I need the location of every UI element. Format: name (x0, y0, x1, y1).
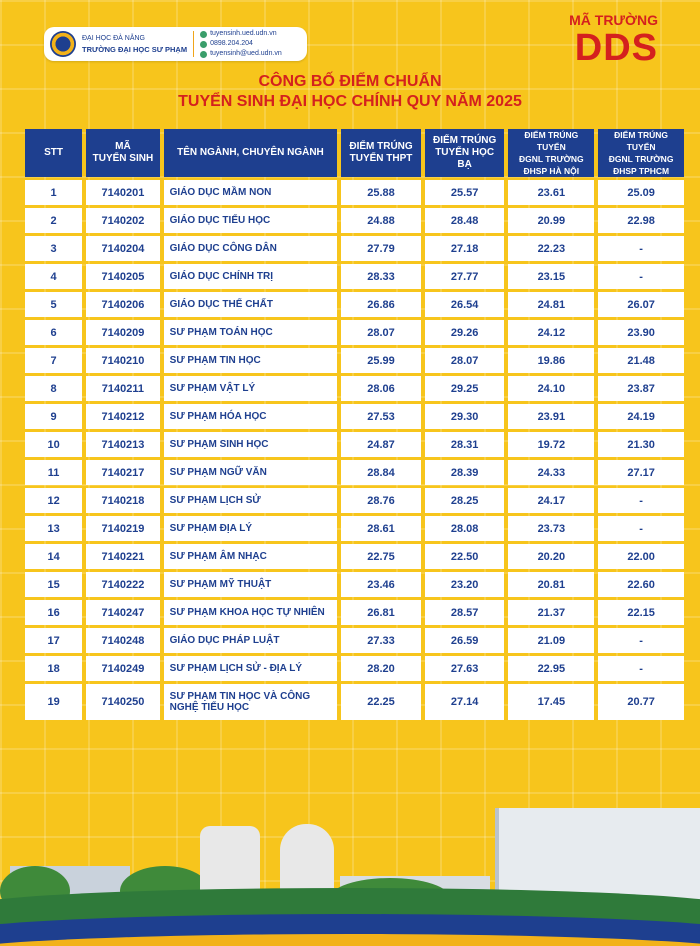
table-row (25, 656, 684, 681)
cell-major: GIÁO DỤC MẦM NON (164, 180, 338, 205)
cell-stt: 1 (25, 180, 82, 205)
cell-major: GIÁO DỤC CHÍNH TRỊ (164, 264, 338, 289)
cell-code: 7140219 (86, 516, 160, 541)
cell-major: GIÁO DỤC PHÁP LUẬT (164, 628, 338, 653)
header-divider (193, 31, 194, 57)
table-row (25, 208, 684, 233)
cell-dgnl-hanoi: 23.73 (508, 516, 594, 541)
cell-dgnl-hcm: 22.98 (598, 208, 684, 233)
cell-dgnl-hanoi: 23.61 (508, 180, 594, 205)
cell-stt: 8 (25, 376, 82, 401)
header-major: TÊN NGÀNH, CHUYÊN NGÀNH (164, 129, 338, 177)
table-row (25, 264, 684, 289)
cell-dgnl-hcm: 25.09 (598, 180, 684, 205)
table-row (25, 488, 684, 513)
cell-code: 7140210 (86, 348, 160, 373)
header-code: MÃ TUYỂN SINH (86, 129, 160, 177)
table-row (25, 432, 684, 457)
contact-website[interactable]: tuyensinh.ued.udn.vn (200, 29, 282, 39)
cell-thpt: 25.99 (341, 348, 421, 373)
cell-code: 7140217 (86, 460, 160, 485)
cell-dgnl-hcm: - (598, 488, 684, 513)
campus-illustration (0, 796, 700, 946)
cell-dgnl-hcm: 22.60 (598, 572, 684, 597)
cell-hocba: 29.26 (425, 320, 505, 345)
cell-dgnl-hanoi: 22.95 (508, 656, 594, 681)
cell-dgnl-hanoi: 24.17 (508, 488, 594, 513)
cell-stt: 4 (25, 264, 82, 289)
cell-dgnl-hcm: - (598, 516, 684, 541)
table-row (25, 320, 684, 345)
cell-hocba: 27.63 (425, 656, 505, 681)
cell-dgnl-hanoi: 23.91 (508, 404, 594, 429)
cell-code: 7140250 (86, 684, 160, 720)
cell-hocba: 28.39 (425, 460, 505, 485)
cell-major: SƯ PHẠM TIN HỌC VÀ CÔNG NGHỆ TIỂU HỌC (164, 684, 338, 720)
cell-dgnl-hanoi: 20.81 (508, 572, 594, 597)
contact-phone[interactable]: 0898.204.204 (200, 39, 282, 49)
table-row (25, 348, 684, 373)
cell-stt: 6 (25, 320, 82, 345)
cell-thpt: 25.88 (341, 180, 421, 205)
cell-stt: 16 (25, 600, 82, 625)
school-code-value: DDS (574, 27, 658, 69)
cell-code: 7140205 (86, 264, 160, 289)
cell-dgnl-hanoi: 20.20 (508, 544, 594, 569)
cell-hocba: 28.25 (425, 488, 505, 513)
cell-code: 7140201 (86, 180, 160, 205)
cell-thpt: 28.61 (341, 516, 421, 541)
cell-stt: 7 (25, 348, 82, 373)
university-names (82, 33, 187, 55)
header-hocba: ĐIỂM TRÚNG TUYỂN HỌC BẠ (425, 129, 505, 177)
cell-major: GIÁO DỤC TIỂU HỌC (164, 208, 338, 233)
cell-code: 7140248 (86, 628, 160, 653)
cell-dgnl-hanoi: 24.33 (508, 460, 594, 485)
cell-code: 7140202 (86, 208, 160, 233)
cell-dgnl-hanoi: 21.09 (508, 628, 594, 653)
cell-stt: 2 (25, 208, 82, 233)
cell-dgnl-hanoi: 24.10 (508, 376, 594, 401)
header-thpt: ĐIỂM TRÚNG TUYỂN THPT (341, 129, 421, 177)
table-row (25, 544, 684, 569)
cell-dgnl-hcm: 23.87 (598, 376, 684, 401)
cell-thpt: 28.20 (341, 656, 421, 681)
cell-stt: 9 (25, 404, 82, 429)
cell-hocba: 23.20 (425, 572, 505, 597)
cell-hocba: 28.07 (425, 348, 505, 373)
cell-dgnl-hanoi: 21.37 (508, 600, 594, 625)
cell-major: SƯ PHẠM MỸ THUẬT (164, 572, 338, 597)
cell-dgnl-hanoi: 24.81 (508, 292, 594, 317)
cell-dgnl-hcm: - (598, 656, 684, 681)
cell-hocba: 22.50 (425, 544, 505, 569)
cell-dgnl-hcm: 22.15 (598, 600, 684, 625)
header-dgnl-hcm: ĐIỂM TRÚNG TUYỂN ĐGNL TRƯỜNG ĐHSP TPHCM (598, 129, 684, 177)
scores-table (21, 126, 688, 723)
cell-thpt: 28.76 (341, 488, 421, 513)
cell-stt: 12 (25, 488, 82, 513)
cell-dgnl-hcm: 21.48 (598, 348, 684, 373)
globe-icon (200, 31, 207, 38)
cell-dgnl-hanoi: 23.15 (508, 264, 594, 289)
cell-hocba: 28.57 (425, 600, 505, 625)
cell-code: 7140209 (86, 320, 160, 345)
cell-dgnl-hanoi: 22.23 (508, 236, 594, 261)
cell-dgnl-hcm: 20.77 (598, 684, 684, 720)
cell-dgnl-hanoi: 17.45 (508, 684, 594, 720)
cell-stt: 5 (25, 292, 82, 317)
table-row (25, 628, 684, 653)
cell-code: 7140221 (86, 544, 160, 569)
cell-stt: 10 (25, 432, 82, 457)
cell-major: SƯ PHẠM NGỮ VĂN (164, 460, 338, 485)
cell-code: 7140204 (86, 236, 160, 261)
cell-dgnl-hcm: 21.30 (598, 432, 684, 457)
cell-major: GIÁO DỤC CÔNG DÂN (164, 236, 338, 261)
cell-major: SƯ PHẠM LỊCH SỬ (164, 488, 338, 513)
cell-dgnl-hanoi: 20.99 (508, 208, 594, 233)
table-row (25, 516, 684, 541)
cell-major: SƯ PHẠM ÂM NHẠC (164, 544, 338, 569)
cell-dgnl-hcm: - (598, 236, 684, 261)
cell-thpt: 22.75 (341, 544, 421, 569)
cell-thpt: 28.07 (341, 320, 421, 345)
cell-code: 7140218 (86, 488, 160, 513)
cell-hocba: 26.54 (425, 292, 505, 317)
university-name: TRƯỜNG ĐẠI HỌC SƯ PHẠM (82, 45, 188, 54)
cell-hocba: 27.77 (425, 264, 505, 289)
cell-code: 7140247 (86, 600, 160, 625)
table-row (25, 684, 684, 720)
cell-dgnl-hcm: 26.07 (598, 292, 684, 317)
cell-stt: 15 (25, 572, 82, 597)
cell-dgnl-hcm: 27.17 (598, 460, 684, 485)
cell-thpt: 24.87 (341, 432, 421, 457)
cell-thpt: 28.06 (341, 376, 421, 401)
cell-code: 7140211 (86, 376, 160, 401)
phone-icon (200, 41, 207, 48)
cell-code: 7140206 (86, 292, 160, 317)
cell-thpt: 24.88 (341, 208, 421, 233)
cell-dgnl-hanoi: 19.72 (508, 432, 594, 457)
header-dgnl-hanoi: ĐIỂM TRÚNG TUYỂN ĐGNL TRƯỜNG ĐHSP HÀ NỘI (508, 129, 594, 177)
cell-stt: 3 (25, 236, 82, 261)
cell-major: SƯ PHẠM SINH HỌC (164, 432, 338, 457)
cell-thpt: 27.79 (341, 236, 421, 261)
cell-hocba: 28.48 (425, 208, 505, 233)
cell-dgnl-hcm: 23.90 (598, 320, 684, 345)
cell-major: SƯ PHẠM KHOA HỌC TỰ NHIÊN (164, 600, 338, 625)
cell-thpt: 27.33 (341, 628, 421, 653)
cell-hocba: 28.31 (425, 432, 505, 457)
cell-hocba: 27.14 (425, 684, 505, 720)
header-stt: STT (25, 129, 82, 177)
cell-thpt: 26.86 (341, 292, 421, 317)
cell-hocba: 27.18 (425, 236, 505, 261)
cell-thpt: 28.33 (341, 264, 421, 289)
cell-stt: 13 (25, 516, 82, 541)
table-row (25, 600, 684, 625)
cell-major: SƯ PHẠM TOÁN HỌC (164, 320, 338, 345)
email-icon (200, 51, 207, 58)
contact-email[interactable]: tuyensinh@ued.udn.vn (200, 49, 282, 59)
cell-major: SƯ PHẠM VẬT LÝ (164, 376, 338, 401)
cell-hocba: 28.08 (425, 516, 505, 541)
cell-dgnl-hcm: 22.00 (598, 544, 684, 569)
cell-major: SƯ PHẠM LỊCH SỬ - ĐỊA LÝ (164, 656, 338, 681)
cell-major: GIÁO DỤC THỂ CHẤT (164, 292, 338, 317)
cell-hocba: 26.59 (425, 628, 505, 653)
cell-stt: 18 (25, 656, 82, 681)
cell-major: SƯ PHẠM ĐỊA LÝ (164, 516, 338, 541)
cell-stt: 19 (25, 684, 82, 720)
cell-dgnl-hanoi: 24.12 (508, 320, 594, 345)
cell-thpt: 27.53 (341, 404, 421, 429)
university-logo-icon (50, 31, 76, 57)
cell-hocba: 29.25 (425, 376, 505, 401)
school-code-label: MÃ TRƯỜNG (569, 12, 658, 28)
table-row (25, 404, 684, 429)
table-row (25, 292, 684, 317)
table-row (25, 376, 684, 401)
cell-thpt: 22.25 (341, 684, 421, 720)
table-row (25, 180, 684, 205)
cell-thpt: 28.84 (341, 460, 421, 485)
page-subtitle: TUYỂN SINH ĐẠI HỌC CHÍNH QUY NĂM 2025 (178, 93, 522, 110)
table-row (25, 236, 684, 261)
cell-code: 7140212 (86, 404, 160, 429)
cell-stt: 14 (25, 544, 82, 569)
cell-major: SƯ PHẠM TIN HỌC (164, 348, 338, 373)
university-parent: ĐẠI HỌC ĐÀ NẴNG (82, 35, 146, 42)
cell-code: 7140213 (86, 432, 160, 457)
table-row (25, 572, 684, 597)
cell-dgnl-hcm: - (598, 264, 684, 289)
cell-code: 7140249 (86, 656, 160, 681)
cell-dgnl-hcm: - (598, 628, 684, 653)
cell-dgnl-hanoi: 19.86 (508, 348, 594, 373)
cell-major: SƯ PHẠM HÓA HỌC (164, 404, 338, 429)
cell-hocba: 29.30 (425, 404, 505, 429)
cell-code: 7140222 (86, 572, 160, 597)
cell-stt: 17 (25, 628, 82, 653)
table-row (25, 460, 684, 485)
cell-hocba: 25.57 (425, 180, 505, 205)
cell-dgnl-hcm: 24.19 (598, 404, 684, 429)
cell-thpt: 26.81 (341, 600, 421, 625)
contact-list (200, 29, 282, 59)
cell-thpt: 23.46 (341, 572, 421, 597)
table-header-row (25, 129, 684, 177)
cell-stt: 11 (25, 460, 82, 485)
university-header (44, 27, 307, 61)
page-title: CÔNG BỐ ĐIỂM CHUẨN (258, 73, 442, 90)
